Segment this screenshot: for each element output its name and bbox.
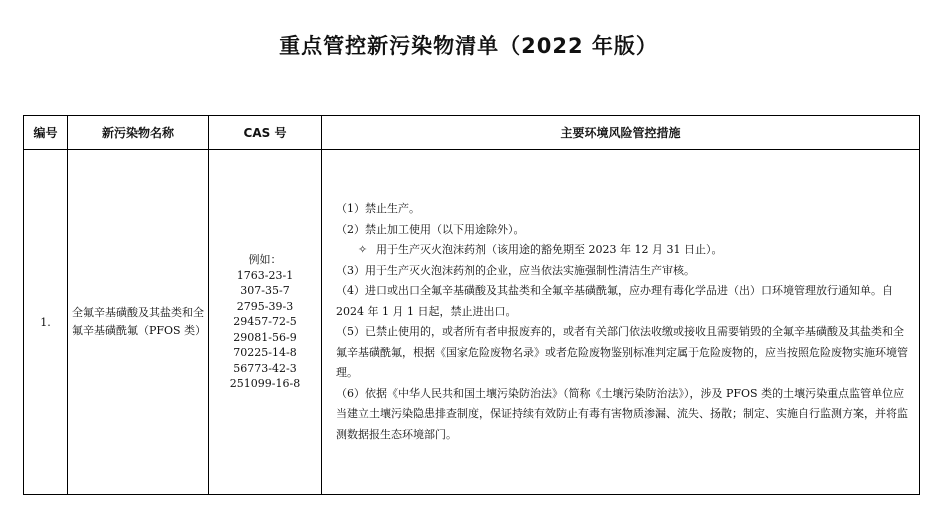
measure-item: （4）进口或出口全氟辛基磺酸及其盐类和全氟辛基磺酰氟，应办理有毒化学品进（出）口环境管理放行通知单。自 2024 年 1 月 1 日起，禁止进出口。 bbox=[336, 284, 893, 318]
measure-item: （5）已禁止使用的，或者所有者申报废弃的，或者有关部门依法收缴或接收且需要销毁的全氟辛基磺酸及其盐类和全氟辛基磺酰氟，根据《国家危险废物名录》或者危险废物鉴别标准判定属于危险废物的，应当按照危险废物实施环境管理。 bbox=[336, 325, 908, 379]
measure-item: （6）依据《中华人民共和国土壤污染防治法》（简称《土壤污染防治法》），涉及 PFOS 类的土壤污染重点监管单位应当建立土壤污染隐患排查制度，保证持续有效防止有毒有害物质渗漏、流失、扬散；制定、实施自行监测方案，并将监测数据报生态环境部门。 bbox=[336, 386, 908, 441]
cas-number: 2795-39-3 bbox=[236, 299, 294, 313]
page-title: 重点管控新污染物清单（2022 年版） bbox=[279, 34, 658, 58]
pollutant-table bbox=[23, 115, 920, 495]
diamond-bullet-icon: ✧ bbox=[358, 243, 368, 256]
pollutant-name: 全氟辛基磺酸及其盐类和全氟辛基磺酰氟（PFOS 类） bbox=[68, 150, 209, 495]
cas-number: 29081-56-9 bbox=[233, 330, 297, 344]
header-measures: 主要环境风险管控措施 bbox=[322, 116, 920, 150]
cas-label: 例如： bbox=[248, 253, 282, 267]
measure-item: （2）禁止加工使用（以下用途除外）。 bbox=[336, 222, 525, 236]
table-row bbox=[24, 150, 920, 495]
cas-numbers-cell bbox=[209, 150, 322, 495]
cas-number: 251099-16-8 bbox=[229, 377, 301, 391]
cas-number: 1763-23-1 bbox=[236, 268, 294, 282]
cas-number: 56773-42-3 bbox=[233, 361, 297, 375]
cas-number: 29457-72-5 bbox=[233, 315, 297, 329]
table-header-row bbox=[24, 116, 920, 150]
cas-number: 307-35-7 bbox=[240, 284, 290, 298]
measure-subitem bbox=[336, 240, 909, 261]
measures-cell bbox=[322, 150, 920, 495]
row-number: 1. bbox=[24, 150, 68, 495]
measure-subitem-text: 用于生产灭火泡沫药剂（该用途的豁免期至 2023 年 12 月 31 日止）。 bbox=[376, 243, 723, 256]
header-cas: CAS 号 bbox=[209, 116, 322, 150]
header-name: 新污染物名称 bbox=[68, 116, 209, 150]
cas-number: 70225-14-8 bbox=[233, 346, 297, 360]
measure-item: （1）禁止生产。 bbox=[336, 202, 420, 215]
measure-item: （3）用于生产灭火泡沫药剂的企业，应当依法实施强制性清洁生产审核。 bbox=[336, 263, 695, 277]
header-no: 编号 bbox=[24, 116, 68, 150]
